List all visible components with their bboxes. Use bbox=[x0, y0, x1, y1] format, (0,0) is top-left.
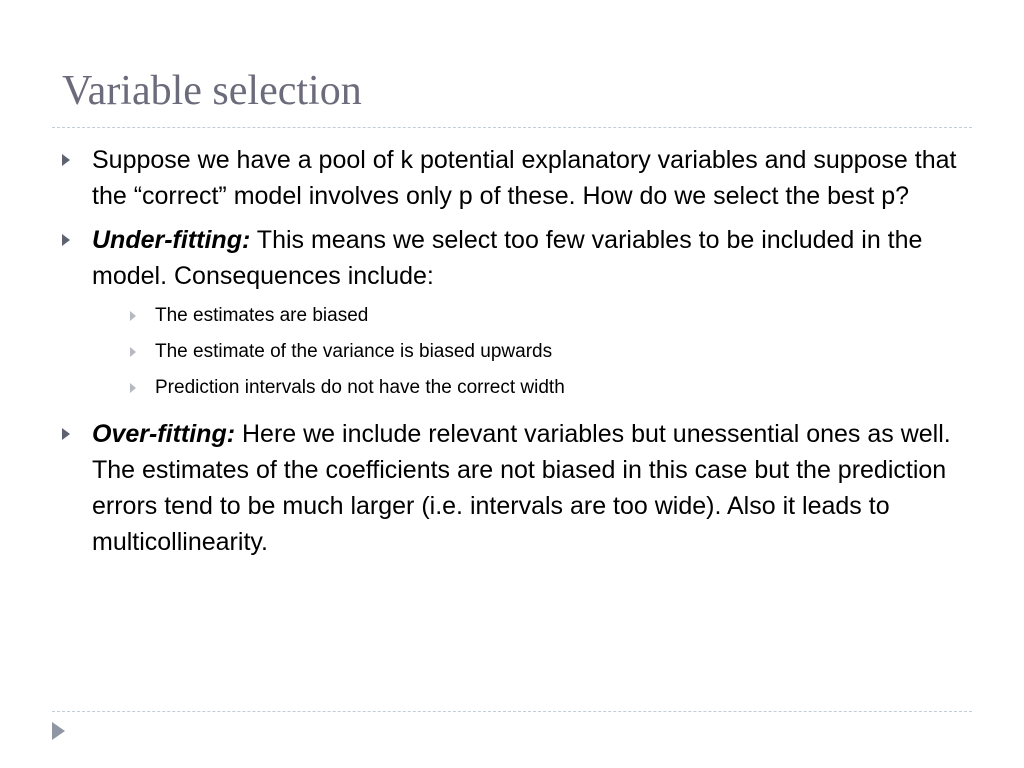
small-triangle-right-icon bbox=[130, 347, 136, 357]
bullet-text: Here we include relevant variables but unessential ones as well. The estimates of the coefficients are not biased in this case but the prediction errors tend to be much larger (i.e. intervals are too wide). Also it leads to multicollinearity. bbox=[92, 420, 951, 556]
bullet-item bbox=[62, 142, 962, 214]
bullet-text: Suppose we have a pool of k potential explanatory variables and suppose that the “correct” model involves only p of these. How do we select the best p? bbox=[92, 146, 957, 210]
bullet-term: Over-fitting: bbox=[92, 420, 236, 448]
slide-title: Variable selection bbox=[62, 68, 362, 114]
sub-bullet-text: Prediction intervals do not have the correct width bbox=[155, 377, 565, 398]
title-divider bbox=[52, 127, 972, 128]
sub-bullet-list bbox=[62, 298, 962, 406]
bullet-text: This means we select too few variables to be included in the model. Consequences include: bbox=[92, 226, 923, 290]
bullet-item bbox=[62, 222, 962, 294]
sub-bullet-item bbox=[62, 334, 962, 370]
triangle-right-icon bbox=[62, 154, 70, 166]
small-triangle-right-icon bbox=[130, 383, 136, 393]
sub-bullet-item bbox=[62, 298, 962, 334]
next-slide-arrow-icon[interactable] bbox=[52, 722, 65, 740]
bullet-item bbox=[62, 416, 962, 560]
triangle-right-icon bbox=[62, 428, 70, 440]
bullet-term: Under-fitting: bbox=[92, 226, 251, 254]
slide-content bbox=[62, 142, 962, 568]
footer-divider bbox=[52, 711, 972, 712]
sub-bullet-item bbox=[62, 370, 962, 406]
small-triangle-right-icon bbox=[130, 311, 136, 321]
sub-bullet-text: The estimates are biased bbox=[155, 305, 369, 326]
sub-bullet-text: The estimate of the variance is biased upwards bbox=[155, 341, 553, 362]
triangle-right-icon bbox=[62, 234, 70, 246]
